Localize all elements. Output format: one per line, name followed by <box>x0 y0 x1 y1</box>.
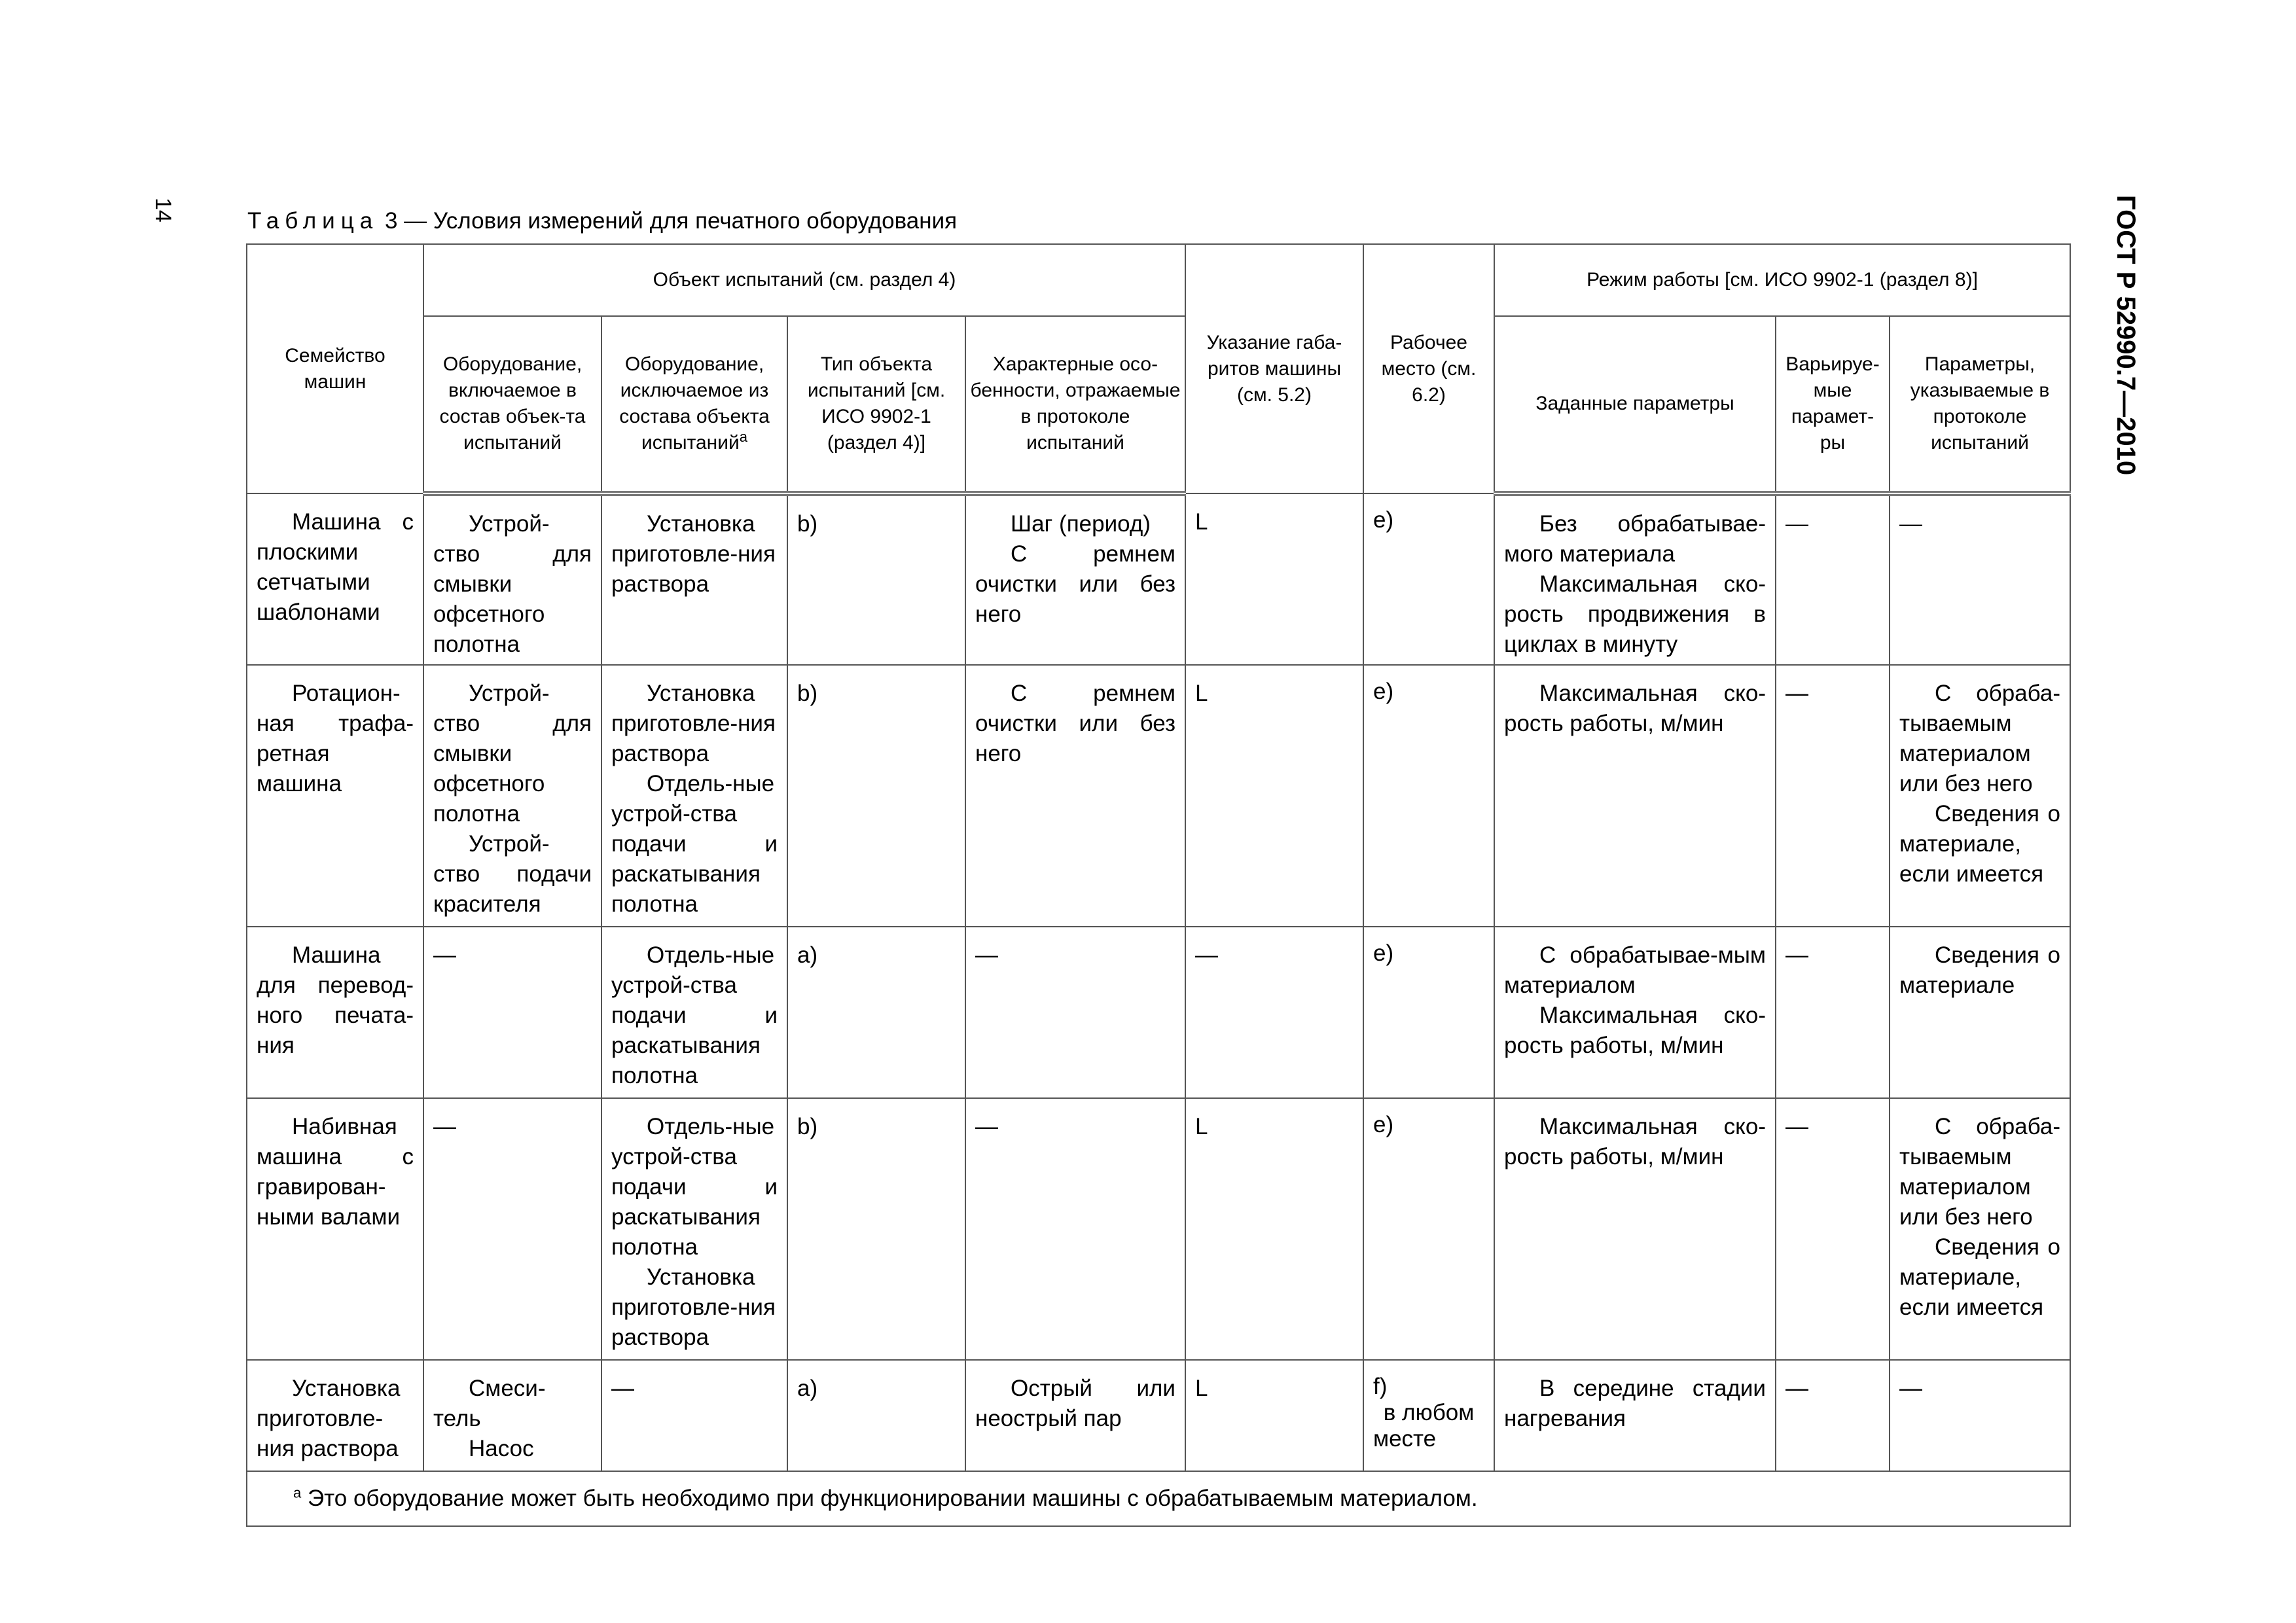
cell-features <box>965 493 1185 665</box>
cell-paragraph: f) <box>1373 1374 1388 1399</box>
cell-paragraph: Устрой-ство подачи красителя <box>433 831 592 917</box>
cell-paragraph: Ротацион-ная трафа-ретная машина <box>257 681 414 796</box>
header-workplace: Рабочее место (см. 6.2) <box>1363 244 1494 493</box>
cell-paragraph: Насос <box>469 1436 534 1461</box>
cell-reported-params <box>1890 665 2070 927</box>
cell-features <box>965 1360 1185 1471</box>
measurement-conditions-table <box>246 243 2071 1527</box>
cell-set-params <box>1494 1360 1776 1471</box>
cell-reported-params <box>1890 927 2070 1098</box>
cell-type <box>787 665 965 927</box>
cell-dimensions <box>1185 1360 1363 1471</box>
cell-paragraph: — <box>975 1114 998 1139</box>
cell-workplace <box>1363 1098 1494 1360</box>
cell-paragraph: — <box>1899 511 1922 537</box>
cell-type <box>787 927 965 1098</box>
cell-value: b) <box>797 1114 818 1139</box>
cell-dimensions <box>1185 665 1363 927</box>
cell-paragraph: Машина для перевод-ного печата-ния <box>257 942 414 1058</box>
standard-designation: ГОСТ Р 52990.7—2010 <box>2111 195 2140 476</box>
cell-reported-params <box>1890 1098 2070 1360</box>
cell-family <box>247 1360 423 1471</box>
cell-paragraph: В середине стадии нагревания <box>1504 1376 1766 1431</box>
table-row <box>247 1098 2070 1360</box>
cell-included <box>423 927 601 1098</box>
cell-paragraph: Устрой-ство для смывки офсетного полотна <box>433 681 592 827</box>
cell-paragraph: С ремнем очистки или без него <box>975 541 1175 627</box>
header-operating-mode: Режим работы [см. ИСО 9902-1 (раздел 8)] <box>1494 244 2070 316</box>
footnote-mark: a <box>293 1484 302 1501</box>
caption-label: Таблица <box>247 208 379 234</box>
cell-varied-params <box>1776 927 1890 1098</box>
cell-included <box>423 493 601 665</box>
cell-paragraph: — <box>611 1376 634 1401</box>
cell-set-params <box>1494 927 1776 1098</box>
cell-excluded <box>601 927 787 1098</box>
cell-excluded <box>601 665 787 927</box>
cell-paragraph: Набивная машина с гравирован-ными валами <box>257 1114 414 1230</box>
cell-varied-params <box>1776 1360 1890 1471</box>
cell-type <box>787 493 965 665</box>
cell-family <box>247 665 423 927</box>
cell-paragraph: Отдель-ные устрой-ства подачи и раскатывания полотна <box>611 1114 778 1260</box>
cell-paragraph: Машина с плоскими сетчатыми шаблонами <box>257 509 414 625</box>
table-row <box>247 927 2070 1098</box>
cell-paragraph: Сведения о материале <box>1899 942 2061 998</box>
cell-paragraph: Максимальная ско-рость работы, м/мин <box>1504 681 1766 736</box>
cell-paragraph: Отдель-ные устрой-ства подачи и раскатывания полотна <box>611 771 778 917</box>
cell-value: — <box>1785 681 1808 706</box>
cell-reported-params <box>1890 493 2070 665</box>
cell-family <box>247 927 423 1098</box>
table-row <box>247 493 2070 665</box>
table-row <box>247 1360 2070 1471</box>
cell-value: L <box>1195 1114 1208 1139</box>
cell-set-params <box>1494 1098 1776 1360</box>
cell-paragraph: в любом месте <box>1373 1400 1475 1452</box>
header-dimensions: Указание габа-ритов машины (см. 5.2) <box>1185 244 1363 493</box>
cell-paragraph: Установка приготовле-ния раствора <box>611 681 776 766</box>
cell-value: L <box>1195 509 1208 535</box>
cell-value: a) <box>797 1376 818 1401</box>
cell-paragraph: С обраба-тываемым материалом или без него <box>1899 681 2061 796</box>
cell-workplace <box>1363 493 1494 665</box>
cell-paragraph: Установка приготовле-ния раствора <box>611 511 776 597</box>
cell-excluded <box>601 1098 787 1360</box>
cell-varied-params <box>1776 665 1890 927</box>
header-row-sub <box>247 316 2070 493</box>
cell-set-params <box>1494 665 1776 927</box>
cell-paragraph: Отдель-ные устрой-ства подачи и раскатывания полотна <box>611 942 778 1088</box>
cell-varied-params <box>1776 1098 1890 1360</box>
caption-title: 3 — Условия измерений для печатного оборудования <box>378 208 958 234</box>
cell-paragraph: Максимальная ско-рость продвижения в циклах в минуту <box>1504 571 1766 657</box>
cell-value: L <box>1195 1376 1208 1401</box>
cell-type <box>787 1360 965 1471</box>
header-excluded-text: Оборудование, исключаемое из состава объекта испытаний <box>619 353 770 454</box>
header-features: Характерные осо-бенности, отражаемые в протоколе испытаний <box>965 316 1185 493</box>
cell-paragraph: e) <box>1373 507 1394 533</box>
cell-features <box>965 927 1185 1098</box>
cell-paragraph: — <box>975 942 998 968</box>
cell-workplace <box>1363 927 1494 1098</box>
header-varied-params: Варьируе-мые парамет-ры <box>1776 316 1890 493</box>
header-set-params: Заданные параметры <box>1494 316 1776 493</box>
cell-paragraph: С обраба-тываемым материалом или без него <box>1899 1114 2061 1230</box>
cell-value: — <box>1785 511 1808 537</box>
cell-value: — <box>1785 942 1808 968</box>
cell-value: b) <box>797 681 818 706</box>
cell-paragraph: Сведения о материале, если имеется <box>1899 1234 2061 1320</box>
cell-paragraph: Устрой-ство для смывки офсетного полотна <box>433 511 592 657</box>
cell-set-params <box>1494 493 1776 665</box>
cell-varied-params <box>1776 493 1890 665</box>
header-test-object: Объект испытаний (см. раздел 4) <box>423 244 1185 316</box>
cell-dimensions <box>1185 493 1363 665</box>
header-included: Оборудование, включаемое в состав объек-та испытаний <box>423 316 601 493</box>
cell-reported-params <box>1890 1360 2070 1471</box>
cell-paragraph: Без обрабатывае-мого материала <box>1504 511 1766 567</box>
cell-features <box>965 665 1185 927</box>
cell-paragraph: e) <box>1373 1112 1394 1137</box>
cell-paragraph: e) <box>1373 679 1394 704</box>
cell-excluded <box>601 1360 787 1471</box>
cell-paragraph: Установка приготовле-ния раствора <box>257 1376 401 1461</box>
cell-features <box>965 1098 1185 1360</box>
table-row <box>247 665 2070 927</box>
cell-value: L <box>1195 681 1208 706</box>
cell-paragraph: e) <box>1373 940 1394 966</box>
cell-value: b) <box>797 511 818 537</box>
header-family: Семейство машин <box>247 244 423 493</box>
cell-workplace <box>1363 665 1494 927</box>
cell-excluded <box>601 493 787 665</box>
cell-dimensions <box>1185 1098 1363 1360</box>
cell-family <box>247 493 423 665</box>
cell-included <box>423 1360 601 1471</box>
cell-included <box>423 1098 601 1360</box>
cell-paragraph: — <box>1899 1376 1922 1401</box>
cell-family <box>247 1098 423 1360</box>
cell-paragraph: Шаг (период) <box>1011 511 1151 537</box>
header-reported-params: Параметры, указываемые в протоколе испытаний <box>1890 316 2070 493</box>
cell-workplace <box>1363 1360 1494 1471</box>
cell-paragraph: — <box>433 1114 456 1139</box>
header-excluded-footnote-mark: a <box>739 429 747 445</box>
cell-paragraph: Максимальная ско-рость работы, м/мин <box>1504 1114 1766 1169</box>
cell-value: — <box>1785 1376 1808 1401</box>
cell-paragraph: Сведения о материале, если имеется <box>1899 801 2061 887</box>
page-number: 14 <box>151 198 175 223</box>
footnote <box>247 1471 2070 1526</box>
footnote-text: Это оборудование может быть необходимо при функционировании машины с обрабатываемым материалом. <box>301 1486 1478 1511</box>
footnote-row <box>247 1471 2070 1526</box>
header-row-group <box>247 244 2070 316</box>
cell-value: a) <box>797 942 818 968</box>
cell-included <box>423 665 601 927</box>
cell-value: — <box>1195 942 1218 968</box>
header-type: Тип объекта испытаний [см. ИСО 9902-1 (раздел 4)] <box>787 316 965 493</box>
cell-paragraph: — <box>433 942 456 968</box>
cell-dimensions <box>1185 927 1363 1098</box>
cell-type <box>787 1098 965 1360</box>
cell-paragraph: С ремнем очистки или без него <box>975 681 1175 766</box>
cell-value: — <box>1785 1114 1808 1139</box>
cell-paragraph: Острый или неострый пар <box>975 1376 1175 1431</box>
cell-paragraph: Установка приготовле-ния раствора <box>611 1264 776 1350</box>
header-excluded <box>601 316 787 493</box>
cell-paragraph: С обрабатывае-мым материалом <box>1504 942 1766 998</box>
cell-paragraph: Смеси-тель <box>433 1376 546 1431</box>
table-caption <box>247 208 957 234</box>
cell-paragraph: Максимальная ско-рость работы, м/мин <box>1504 1003 1766 1058</box>
